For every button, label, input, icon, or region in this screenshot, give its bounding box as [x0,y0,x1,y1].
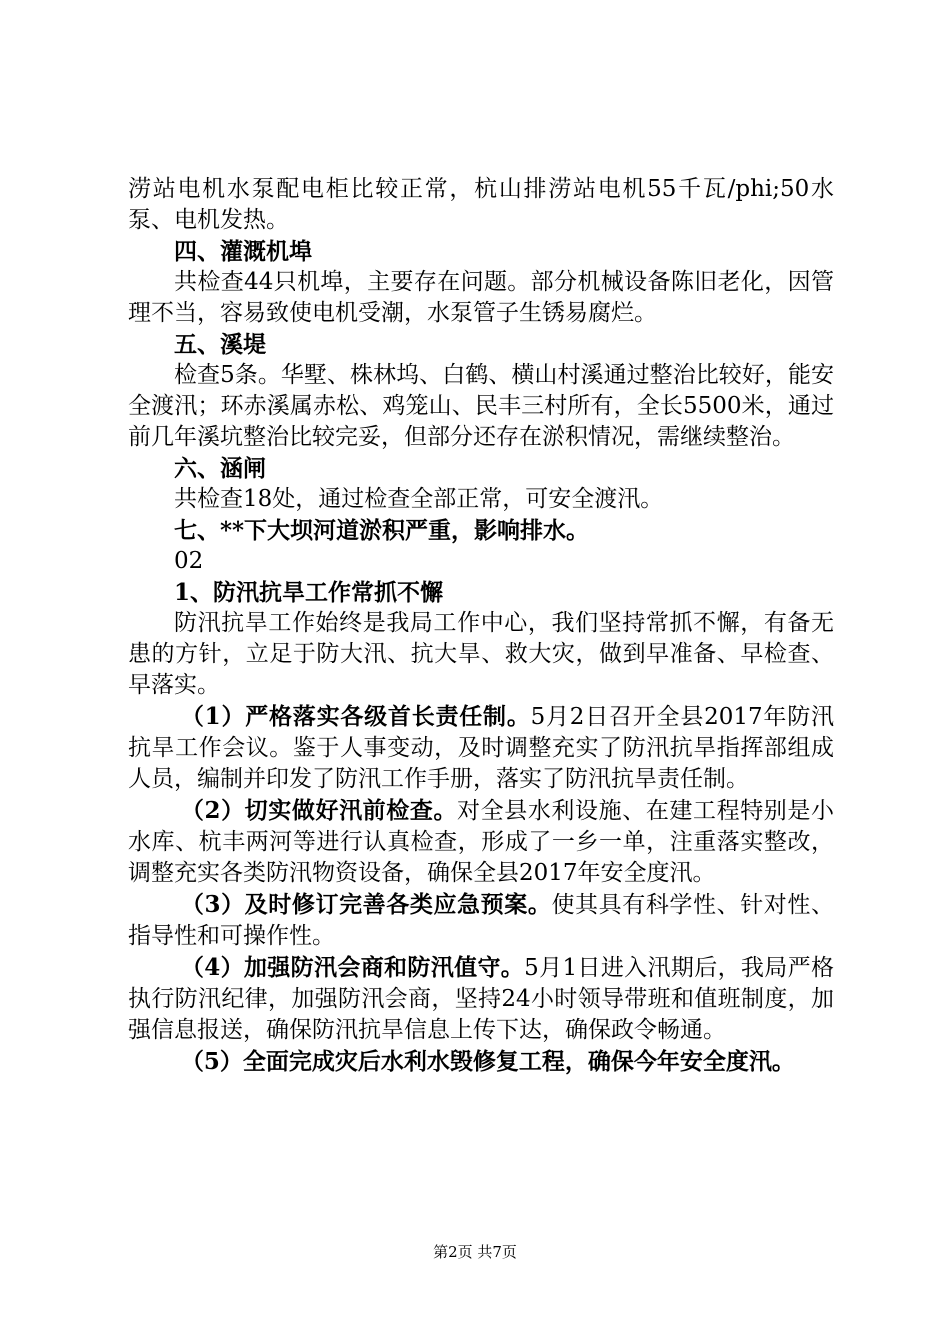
list-item-title: （5）全面完成灾后水利水毁修复工程，确保今年安全度汛。 [180,1048,795,1075]
list-item-title: （3）及时修订完善各类应急预案。 [180,891,552,918]
paragraph-irrigation-pumps: 共检查44只机埠，主要存在问题。部分机械设备陈旧老化，因管理不当，容易致使电机受潮，水泵管子生锈易腐烂。 [128,269,834,326]
list-item-pre-flood-check [128,795,834,889]
list-item-repair-works [128,1046,834,1078]
heading-river-silting: 七、**下大坝河道淤积严重，影响排水。 [174,517,590,544]
list-item-title: （4）加强防汛会商和防汛值守。 [180,954,525,981]
list-item-flood-duty [128,952,834,1046]
paragraph-culverts: 共检查18处，通过检查全部正常，可安全渡汛。 [174,486,664,512]
heading-irrigation-pumps: 四、灌溉机埠 [174,238,312,265]
heading-stream-dikes: 五、溪堤 [174,331,266,358]
list-item-text: 对全县水利设施、在建工程特别是小水库、杭丰两河等进行认真检查，形成了一乡一单，注重落实整改，调整充实各类防汛物资设备，确保全县2017年安全度汛。 [128,798,834,886]
page-footer: 第2页 共7页 [433,1243,517,1261]
list-item-text: 5月1日进入汛期后，我局严格执行防汛纪律，加强防汛会商，坚持24小时领导带班和值班制度，加强信息报送，确保防汛抗旱信息上传下达，确保政令畅通。 [128,955,834,1043]
subheading-flood-drought-work: 1、防汛抗旱工作常抓不懈 [174,579,444,606]
list-item-text: 5月2日召开全县2017年防汛抗旱工作会议。鉴于人事变动，及时调整充实了防汛抗旱指挥部组成人员，编制并印发了防汛工作手册，落实了防汛抗旱责任制。 [128,704,834,792]
list-item-title: （2）切实做好汛前检查。 [180,797,458,824]
list-item-title: （1）严格落实各级首长责任制。 [180,703,531,730]
section-number: 02 [174,548,204,574]
list-item-responsibility [128,701,834,795]
list-item-text: 使其具有科学性、针对性、指导性和可操作性。 [128,892,834,949]
heading-culverts: 六、涵闸 [174,455,266,482]
paragraph-flood-drought-work: 防汛抗旱工作始终是我局工作中心，我们坚持常抓不懈，有备无患的方针，立足于防大汛、抗大旱、救大灾，做到早准备、早检查、早落实。 [128,610,834,698]
paragraph-continuation: 涝站电机水泵配电柜比较正常，杭山排涝站电机55千瓦/phi;50水泵、电机发热。 [128,176,834,233]
list-item-emergency-plans [128,889,834,952]
document-body [128,174,834,1078]
paragraph-stream-dikes: 检查5条。华墅、株林坞、白鹤、横山村溪通过整治比较好，能安全渡汛；环赤溪属赤松、鸡笼山、民丰三村所有，全长5500米，通过前几年溪坑整治比较完妥，但部分还存在淤积情况，需继续整治。 [128,362,834,450]
